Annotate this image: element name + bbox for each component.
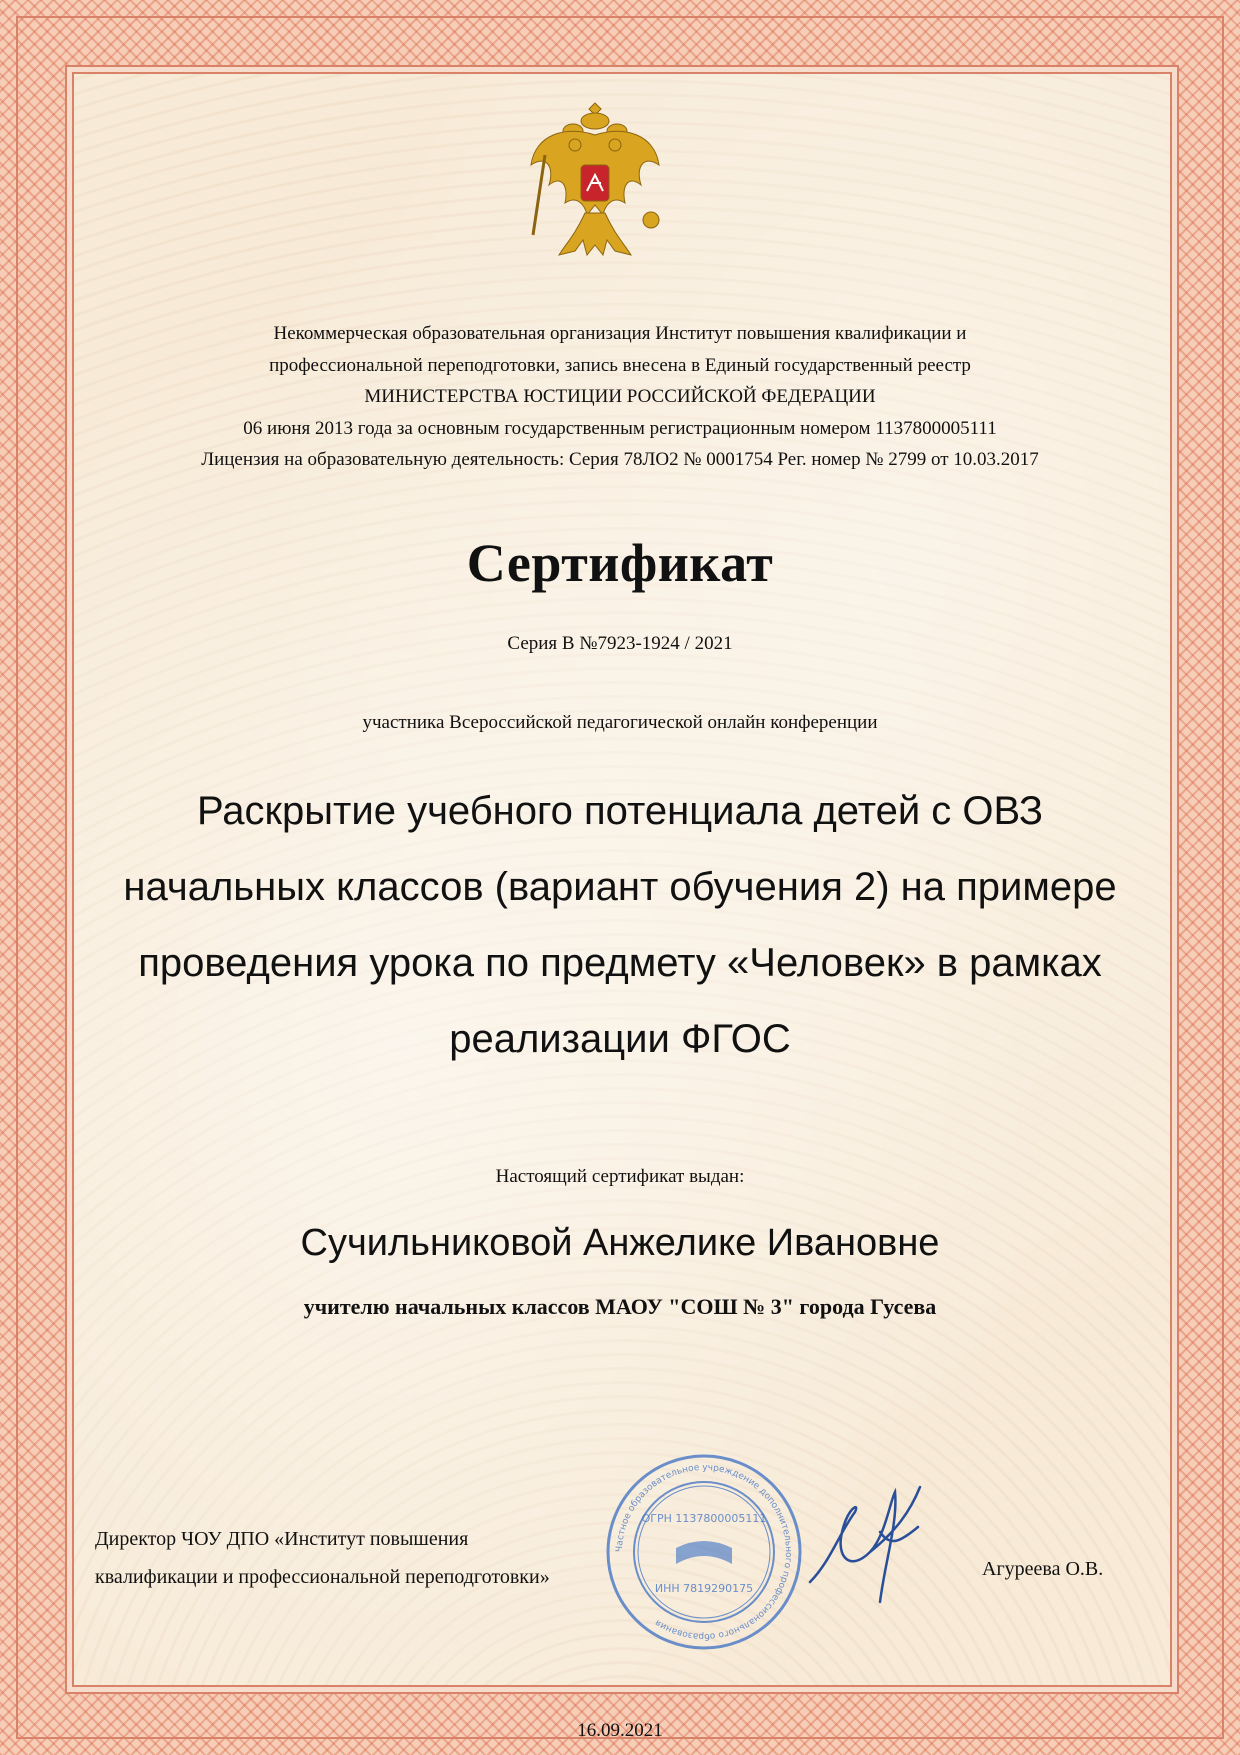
- director-line: квалификации и профессиональной переподготовки»: [95, 1566, 550, 1588]
- stamp-inn: ИНН 7819290175: [654, 1582, 754, 1595]
- topic-line: реализации ФГОС: [449, 1017, 791, 1061]
- topic-line: начальных классов (вариант обучения 2) на примере: [123, 865, 1117, 909]
- topic-line: проведения урока по предмету «Человек» в рамках: [138, 941, 1102, 985]
- org-line: профессиональной переподготовки, запись внесена в Единый государственный реестр: [269, 354, 971, 376]
- certificate-series: Серия В №7923-1924 / 2021: [507, 633, 733, 654]
- stamp-ogrn: ОГРН 1137800005111: [641, 1512, 767, 1525]
- org-line: Лицензия на образовательную деятельность: Серия 78ЛО2 № 0001754 Рег. номер № 2799 от 10.03.2017: [201, 449, 1039, 470]
- issue-date: 16.09.2021: [577, 1720, 663, 1741]
- conference-topic: [100, 773, 1140, 1077]
- org-line: Некоммерческая образовательная организация Институт повышения квалификации и: [273, 323, 967, 344]
- stamp-outer-text: Частное образовательное учреждение дополнительного профессионального образования: [614, 1462, 794, 1642]
- recipient-name: Сучильниковой Анжелике Ивановне: [300, 1222, 940, 1264]
- recipient-position: учителю начальных классов МАОУ "СОШ № 3" города Гусева: [303, 1294, 937, 1319]
- issued-label: Настоящий сертификат выдан:: [495, 1166, 745, 1187]
- organization-stamp-icon: [604, 1452, 804, 1652]
- participant-text: участника Всероссийской педагогической онлайн конференции: [362, 712, 878, 733]
- organization-info: [90, 318, 1150, 476]
- signature-icon: [800, 1472, 930, 1622]
- russian-coat-of-arms-icon: [525, 95, 665, 265]
- director-line: Директор ЧОУ ДПО «Институт повышения: [95, 1528, 469, 1550]
- org-line: МИНИСТЕРСТВА ЮСТИЦИИ РОССИЙСКОЙ ФЕДЕРАЦИИ: [364, 386, 876, 407]
- director-title: [95, 1520, 550, 1596]
- signer-name: Агуреева О.В.: [982, 1558, 1104, 1580]
- topic-line: Раскрытие учебного потенциала детей с ОВЗ: [196, 789, 1044, 833]
- certificate-title: Сертификат: [466, 533, 774, 593]
- org-line: 06 июня 2013 года за основным государственным регистрационным номером 1137800005111: [243, 417, 997, 439]
